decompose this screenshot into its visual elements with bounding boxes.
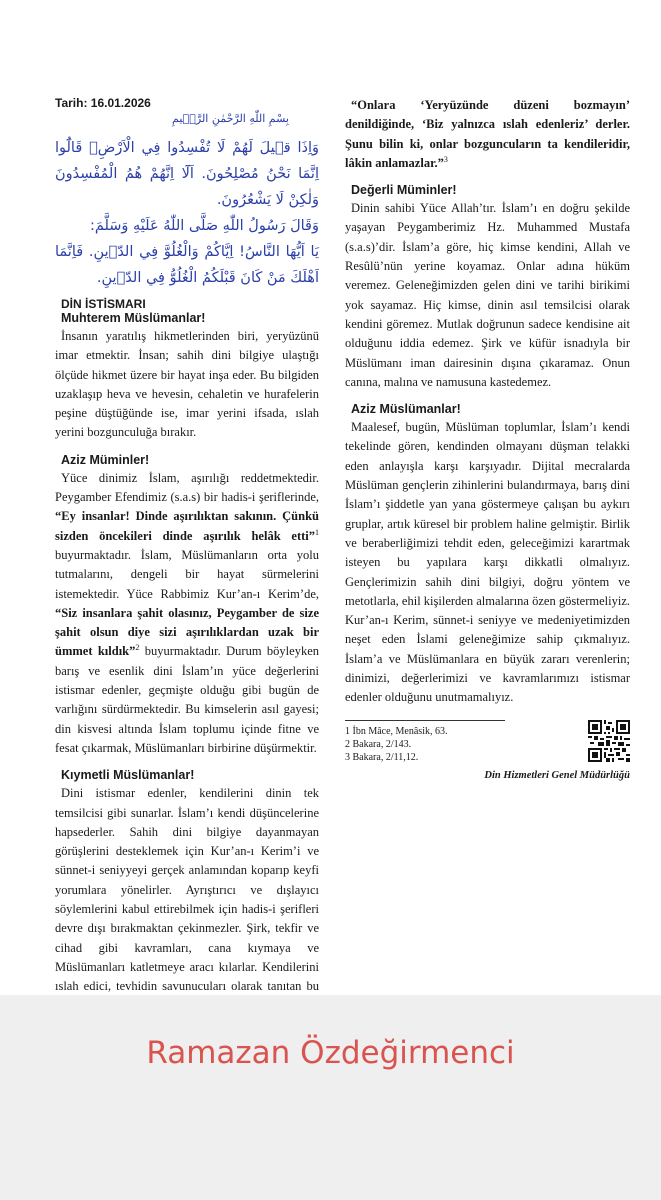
quote-2: “Siz insanlara şahit olasınız, Peygamber de size şahit olsun diye sizi aşırılıklardan uzak bir ümmet kıldık” <box>55 605 319 659</box>
footnote-ref-1: 1 <box>315 527 319 537</box>
paragraph-2-part-c: buyurmaktadır. Durum böyleyken barış ve esenlik dini İslam’ın yüce değerlerini istismar edenler, geçmişte olduğu gibi bugün de varlığını sürdürmektedir. Bu kimselerin asıl gayesi; din kisvesi altında İslam toplumu içinde fitne ve fesat çıkarmak, Müslümanları birbirine düşürmektir. <box>55 644 319 755</box>
arabic-hadith-intro: وَقَالَ رَسُولُ اللّٰهِ صَلَّى اللّٰهُ عَلَيْهِ وَسَلَّمَ: <box>89 218 319 234</box>
footnote-ref-2: 2 <box>135 643 140 653</box>
right-column <box>345 96 630 781</box>
document-date: Tarih: 16.01.2026 <box>55 96 151 110</box>
heading-degerli: Değerli Müminler! <box>351 183 457 198</box>
footnote-1: 1 İbn Mâce, Menâsik, 63. <box>345 725 448 737</box>
footer-area <box>345 720 630 781</box>
heading-muhterem: Muhterem Müslümanlar! <box>61 311 206 325</box>
paragraph-1: İnsanın yaratılış hikmetlerinden biri, yeryüzünü imar etmektir. İnsan; sahih dini bilgiye ulaştığı ölçüde hikmet üzere bir hayat inşa eder. Bu bilgiden uzaklaşıp heva ve hevesin, cehaletin ve hurafelerin peşine düştüğünde ise, imar yerini ifsada, ıslah yerini bozgunculuğa bırakır. <box>55 329 319 440</box>
caption-band <box>0 995 661 1200</box>
footnote-2: 2 Bakara, 2/143. <box>345 738 412 750</box>
left-column <box>55 96 319 1035</box>
paragraph-3-continued <box>345 96 630 173</box>
paragraph-2 <box>55 469 319 758</box>
paragraph-5: Maalesef, bugün, Müslüman toplumlar, İslam’ı kendi tekelinde gören, kendinden olmayanı düşman telakki eden anlayışla karşı karşıyadır. Dijital mecralarda Müslüman gençlerin zihinlerini bulandırmaya, barış dini İslam’ı şiddetle yan yana göstermeye çalışan bu aykırı gruplar, artık küresel bir problem haline gelmiştir. Birlik ve beraberliğimizi tehdit eden, geleceğimizi karartmak isteyen bu yapılara karşı dikkatli olmalıyız. Gençlerimizin sahih dini bilgiyi, doğru yöntem ve metotlarla, ehil kişilerden almalarına özen göstermeliyiz. Kur’an-ı Kerim, sünnet-i seniyye ve medeniyetimizden neşet eden İslami geleneğimize sahip çıkmalıyız. İslam’a ve Müslümanlara en büyük zararı verenlerin; dinimizi, değerlerimizi ve kavramlarımızı istismar edenler olduğunu unutmamalıyız. <box>345 420 630 705</box>
section-title: DİN İSTİSMARI <box>61 297 146 311</box>
paragraph-2-part-b: buyurmaktadır. İslam, Müslümanların orta yolu tutmalarını, dengeli bir hayat sürmelerini istemektedir. Yüce Rabbimiz Kur’an-ı Kerim’de, <box>55 547 319 601</box>
arabic-text <box>55 135 319 291</box>
paragraph-2-part-a: Yüce dinimiz İslam, aşırılığı reddetmektedir. Peygamber Efendimiz (s.a.s) bir hadis-i şeriflerinde, <box>55 470 319 505</box>
basmala: بِسْمِ اللّٰهِ الرَّحْمٰنِ الرَّح۪يمِ <box>172 112 289 125</box>
heading-kiymetli: Kıymetli Müslümanlar! <box>61 768 195 783</box>
footnote-3: 3 Bakara, 2/11,12. <box>345 751 419 763</box>
paragraph-4: Dinin sahibi Yüce Allah’tır. İslam’ı en doğru şekilde yaşayan Peygamberimiz Hz. Muhammed Mustafa (s.a.s)’dir. İslam’a göre, hiç kimse kendini, Allah ve Resûlü’nün yerine koyamaz. Onlar adına hüküm veremez. Geleneğimizden gelen dini ve tarihi birikimi yok sayamaz. Hiç kimse, dinin asıl temsilcisi olarak kendini göremez. Mutlak doğrunun sadece kendisine ait olduğunu iddia edemez. Şirk ve küfür isnadıyla bir Müslümanı iman dairesinin dışına çıkaramaz. Onun canına, malına ve namusuna kastedemez. <box>345 201 630 389</box>
footnote-ref-3: 3 <box>443 154 448 164</box>
signature: Din Hizmetleri Genel Müdürlüğü <box>484 769 630 781</box>
paragraph-3-text: Dini istismar edenler, kendilerini dinin tek temsilcisi gibi sunarlar. İslam’ı kendi düşüncelerine hapsederler. Sahih dini bilgiye dayanmayan görüşlerini desteklemek için Kur’an-ı Kerim’i ve sünnet-i seniyyeyi gerçek anlamından koparıp keyfi yorumlara yönelirler. Ayrıştırıcı ve dışlayıcı söylemlerini kabul ettirebilmek için hadis-i şerifleri devre dışı bırakmaktan çekinmezler. Şirk, tekfir ve cihad gibi kavramları, cana kıymaya ve Müslümanları katletmeye aracı kılarlar. Kendilerini ıslah edici, tevhidin savunucuları olarak tanıtan bu <box>55 786 319 994</box>
arabic-verse: وَاِذَا ق۪يلَ لَهُمْ لَا تُفْسِدُوا فِي الْاَرْضِۙ قَالُٓوا اِنَّمَا نَحْنُ مُصْلِحُونَ. اَلَٓا اِنَّهُمْ هُمُ الْمُفْسِدُونَ وَلٰكِنْ لَا يَشْعُرُونَ. <box>55 140 319 208</box>
qr-code-icon[interactable] <box>588 720 630 762</box>
heading-aziz-muslumanlar: Aziz Müslümanlar! <box>351 402 461 417</box>
quote-1: “Ey insanlar! Dinde aşırılıktan sakının. Çünkü sizden öncekileri dinde aşırılık helâk etti” <box>55 509 319 543</box>
author-caption: Ramazan Özdeğirmenci <box>146 1035 515 1071</box>
footnote-divider <box>345 720 505 721</box>
quote-3: “Onlara ‘Yeryüzünde düzeni bozmayın’ denildiğinde, ‘Biz yalnızca ıslah edenleriz’ derler. Şunu bilin ki, onlar bozguncuların ta kendileridir, lâkin anlamazlar.” <box>345 98 630 170</box>
heading-aziz-muminler: Aziz Müminler! <box>61 452 150 467</box>
arabic-hadith: يَا اَيُّهَا النَّاسُ! اِيَّاكُمْ وَالْغُلُوَّ فِي الدّ۪ينِ. فَاِنَّمَا اَهْلَكَ مَنْ كَانَ قَبْلَكُمُ الْغُلُوُّ فِي الدّ۪ينِ. <box>55 244 319 286</box>
